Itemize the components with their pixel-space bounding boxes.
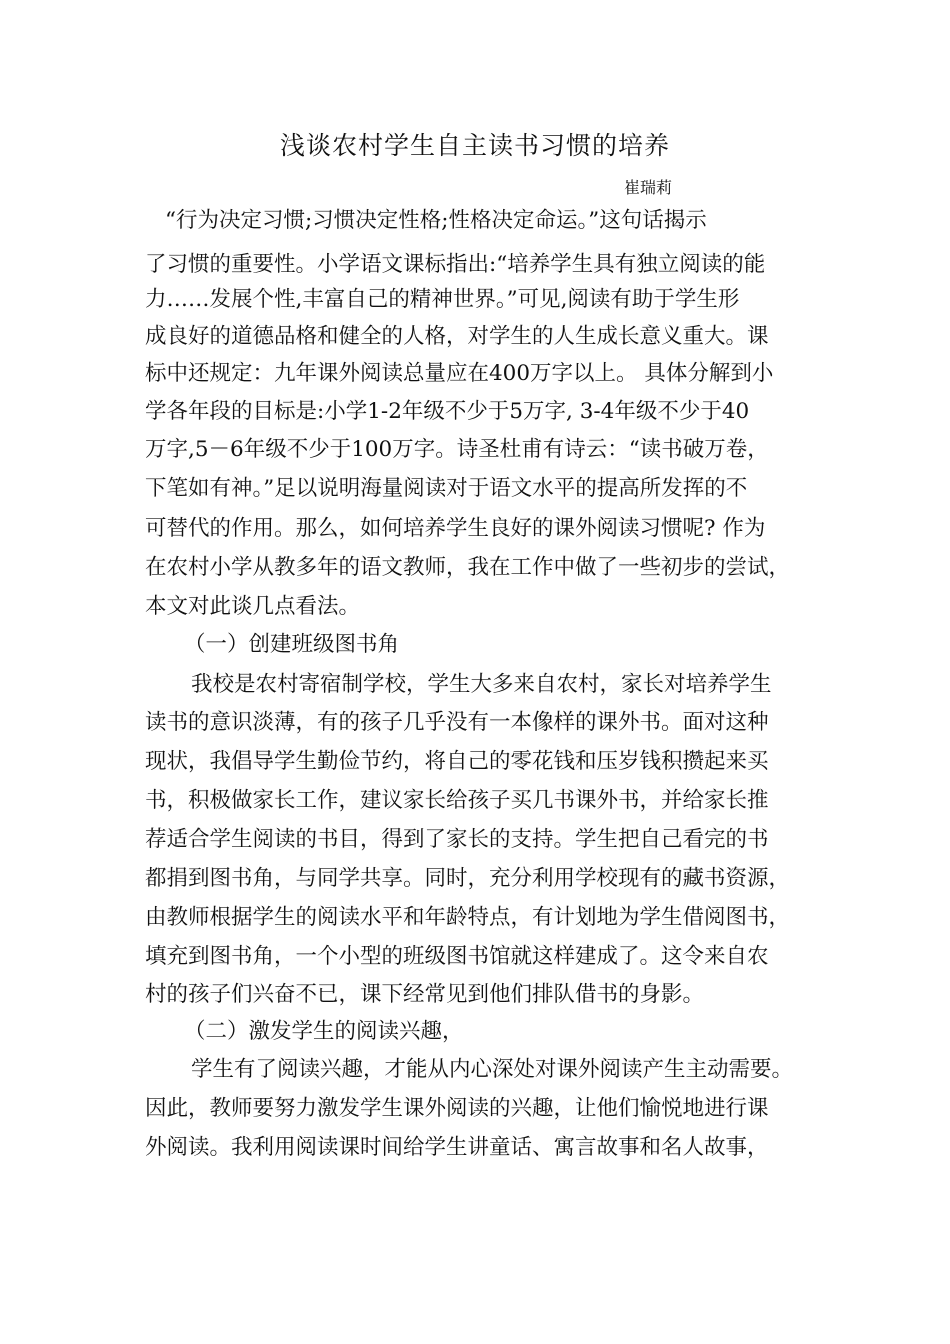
body-line: 因此，教师要努力激发学生课外阅读的兴趣，让他们愉悦地进行课 <box>145 1096 769 1121</box>
body-line: 本文对此谈几点看法。 <box>145 594 361 619</box>
body-line: 学生有了阅读兴趣，才能从内心深处对课外阅读产生主动需要。 <box>191 1057 794 1082</box>
body-line: 读书的意识淡薄，有的孩子几乎没有一本像样的课外书。面对这种 <box>145 710 769 735</box>
body-line: 由教师根据学生的阅读水平和年龄特点，有计划地为学生借阅图书， <box>145 905 791 930</box>
body-line: 标中还规定：九年课外阅读总量应在400万字以上。 具体分解到小 <box>145 361 774 386</box>
body-line: 在农村小学从教多年的语文教师，我在工作中做了一些初步的尝试， <box>145 555 791 580</box>
body-line: 万字,5－6年级不少于100万字。诗圣杜甫有诗云：“读书破万卷， <box>145 437 769 462</box>
body-line: 村的孩子们兴奋不已，课下经常见到他们排队借书的身影。 <box>145 982 705 1007</box>
section-heading: （二）激发学生的阅读兴趣， <box>184 1019 464 1044</box>
section-heading: （一）创建班级图书角 <box>184 632 400 657</box>
body-line: 我校是农村寄宿制学校，学生大多来自农村，家长对培养学生 <box>191 672 772 697</box>
body-line: 现状，我倡导学生勤俭节约，将自己的零花钱和压岁钱积攒起来买 <box>145 749 769 774</box>
body-line: 力……发展个性,丰富自己的精神世界。”可见,阅读有助于学生形 <box>145 287 740 312</box>
body-line: 下笔如有神。”足以说明海量阅读对于语文水平的提高所发挥的不 <box>145 476 748 501</box>
body-line: 学各年段的目标是:小学1-2年级不少于5万字, 3-4年级不少于40 <box>145 399 750 424</box>
body-line: 荐适合学生阅读的书目，得到了家长的支持。学生把自己看完的书 <box>145 827 769 852</box>
body-line: 都捐到图书角，与同学共享。同时，充分利用学校现有的藏书资源， <box>145 866 791 891</box>
document-title: 浅谈农村学生自主读书习惯的培养 <box>279 131 670 160</box>
body-line: 了习惯的重要性。小学语文课标指出:“培养学生具有独立阅读的能 <box>145 252 766 277</box>
author-name: 崔瑞莉 <box>624 178 673 197</box>
body-line: “行为决定习惯;习惯决定性格;性格决定命运。”这句话揭示 <box>165 208 707 233</box>
body-line: 填充到图书角，一个小型的班级图书馆就这样建成了。这令来自农 <box>145 944 769 969</box>
body-line: 书，积极做家长工作，建议家长给孩子买几书课外书，并给家长推 <box>145 788 769 813</box>
body-line: 外阅读。我利用阅读课时间给学生讲童话、寓言故事和名人故事， <box>145 1135 769 1160</box>
body-line: 可替代的作用。那么，如何培养学生良好的课外阅读习惯呢? 作为 <box>145 516 766 541</box>
body-line: 成良好的道德品格和健全的人格，对学生的人生成长意义重大。课 <box>145 324 769 349</box>
